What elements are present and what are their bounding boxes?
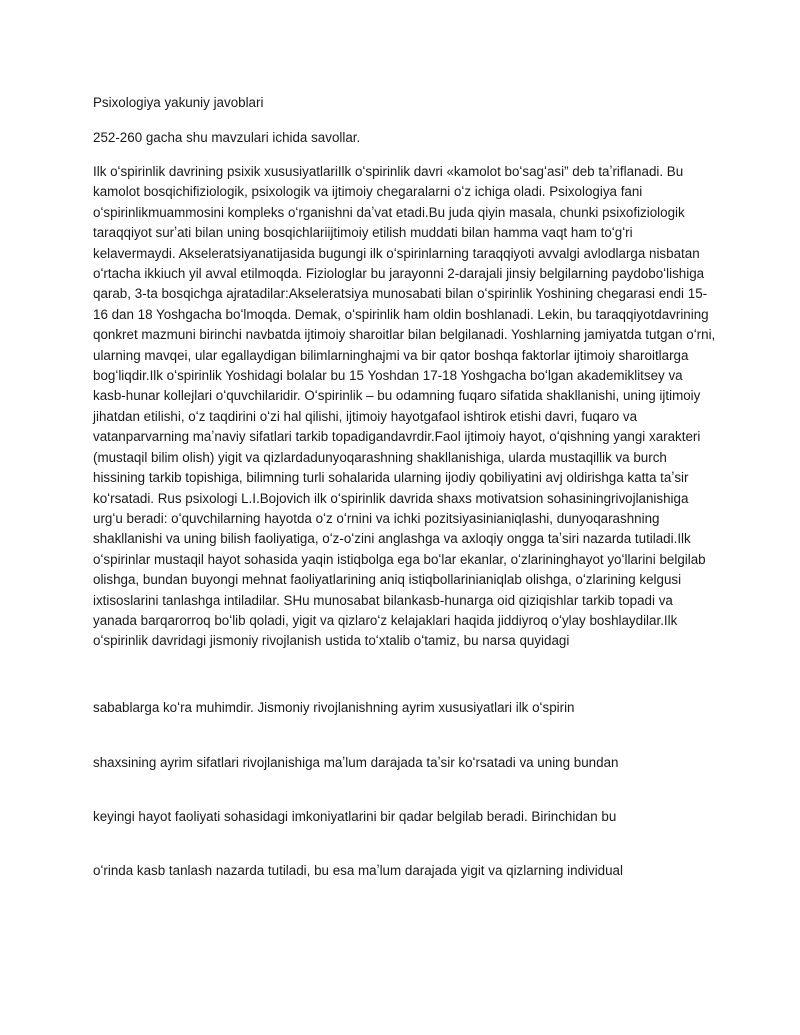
document-title: Psixologiya yakuniy javoblari: [93, 95, 264, 110]
body-line: oʻrinda kasb tanlash nazarda tutiladi, bu esa maʼlum darajada yigit va qizlarning individual: [93, 863, 623, 878]
document-subtitle: 252-260 gacha shu mavzulari ichida savollar.: [93, 130, 361, 145]
body-line: shaxsining ayrim sifatlari rivojlanishiga maʼlum darajada taʼsir koʻrsatadi va uning bundan: [93, 755, 619, 770]
body-line: sabablarga koʻra muhimdir. Jismoniy rivojlanishning ayrim xususiyatlari ilk oʻspirin: [93, 700, 575, 715]
body-paragraph: Ilk oʻspirinlik davrining psixik xususiyatlariIlk oʻspirinlik davri «kamolot boʻsagʻasi” deb taʼriflanadi. Bu kamolot bosqichifiziologik, psixologik va ijtimoiy chegaralarni oʻz ichiga oladi. Psixologiya fani oʻspirinlikmuammosini kompleks oʻrganishni daʼvat etadi.Bu juda qiyin masala, chunki psixofiziologik taraqqiyot surʼati bilan uning bosqichlariijtimoiy etilish muddati bilan hamma vaqt ham toʻgʻri kelavermaydi. Akseleratsiyanatijasida bugungi ilk oʻspirinlarning taraqqiyoti avvalgi avlodlarga nisbatan oʻrtacha ikkiuch yil avval etilmoqda. Fiziologlar bu jarayonni 2-darajali jinsiy belgilarning paydoboʻlishiga qarab, 3-ta bosqichga ajratadilar:Akseleratsiya munosabati bilan oʻspirinlik Yoshining chegarasi endi 15-16 dan 18 Yoshgacha boʻlmoqda. Demak, oʻspirinlik ham oldin boshlanadi. Lekin, bu taraqqiyotdavrining qonkret mazmuni birinchi navbatda ijtimoiy sharoitlar bilan belgilanadi. Yoshlarning jamiyatda tutgan oʻrni, ularning mavqei, ular egallaydigan bilimlarninghajmi va bir qator boshqa faktorlar ijtimoiy sharoitlarga bogʻliqdir.Ilk oʻspirinlik Yoshidagi bolalar bu 15 Yoshdan 17-18 Yoshgacha boʻlgan akademiklitsey va kasb-hunar kollejlari oʻquvchilaridir. Oʻspirinlik – bu odamning fuqaro sifatida shakllanishi, uning ijtimoiy jihatdan etilishi, oʻz taqdirini oʻzi hal qilishi, ijtimoiy hayotgafaol ishtirok etishi davri, fuqaro va vatanparvarning maʼnaviy sifatlari tarkib topadigandavrdir.Faol ijtimoiy hayot, oʻqishning yangi xarakteri (mustaqil bilim olish) yigit va qizlardadunyoqarashning shakllanishiga, ularda mustaqillik va burch hissining tarkib topishiga, bilimning turli sohalarida ularning ijodiy qobiliyatini avj oldirishga katta taʼsir koʻrsatadi. Rus psixologi L.I.Bojovich ilk oʻspirinlik davrida shaxs motivatsion sohasiningrivojlanishiga urgʻu beradi: oʻquvchilarning hayotda oʻz oʻrnini va ichki pozitsiyasinianiqlashi, dunyoqarashning shakllanishi va uning bilish faoliyatiga, oʻz-oʻzini anglashga va axloqiy ongga taʼsiri nazarda tutiladi.Ilk oʻspirinlar mustaqil hayot sohasida yaqin istiqbolga ega boʻlar ekanlar, oʻzlarininghayot yoʻllarini belgilab olishga, bundan buyongi mehnat faoliyatlarining aniq istiqbollarinianiqlab olishga, oʻzlarining kelgusi ixtisoslarini tanlashga intiladilar. SHu munosabat bilankasb-hunarga oid qiziqishlar tarkib topadi va yanada barqarorroq boʻlib qoladi, yigit va qizlaroʻz kelajaklari haqida jiddiyroq oʻylay boshlaydilar.Ilk oʻspirinlik davridagi jismoniy rivojlanish ustida toʻxtalib oʻtamiz, bu narsa quyidagi: [93, 164, 716, 649]
body-line: keyingi hayot faoliyati sohasidagi imkoniyatlarini bir qadar belgilab beradi. Birinchidan bu: [93, 809, 617, 824]
